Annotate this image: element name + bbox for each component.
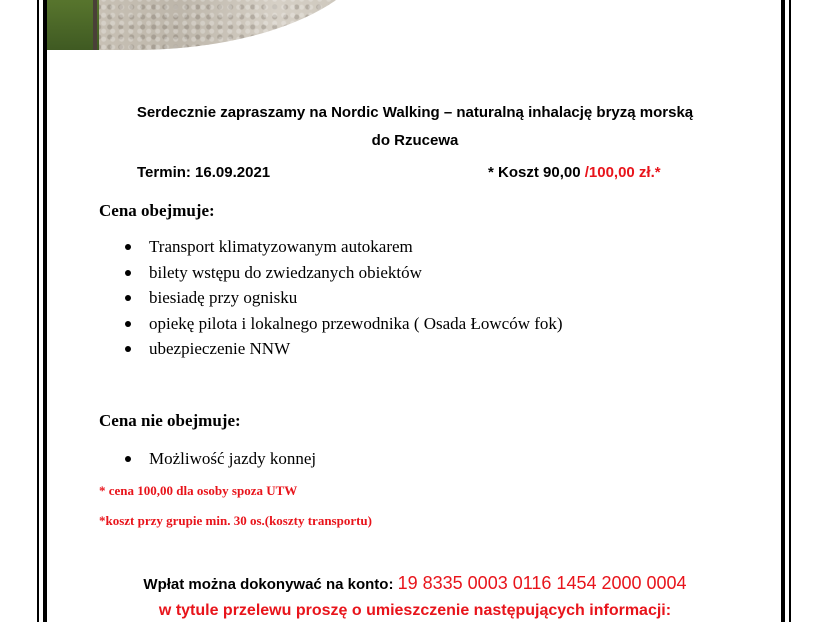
event-date: Termin: 16.09.2021: [137, 164, 271, 181]
list-item: bilety wstępu do zwiedzanych obiektów: [99, 260, 563, 286]
bullet-icon: [125, 321, 131, 327]
event-cost: [488, 164, 661, 181]
grass-strip: [47, 0, 99, 50]
excludes-heading: Cena nie obejmuje:: [99, 411, 241, 430]
header-photo: [47, 0, 375, 50]
bank-account-number: 19 8335 0003 0116 1454 2000 0004: [397, 573, 687, 593]
title-line-1: Serdecznie zapraszamy na Nordic Walking – naturalną inhalację bryzą morską: [136, 104, 694, 121]
bullet-icon: [125, 270, 131, 276]
includes-heading: Cena obejmuje:: [99, 201, 215, 220]
bullet-icon: [125, 244, 131, 250]
payment-label: Wpłat można dokonywać na konto:: [143, 576, 398, 593]
bullet-icon: [125, 346, 131, 352]
list-item: Transport klimatyzowanym autokarem: [99, 234, 563, 260]
note-group-minimum: *koszt przy grupie min. 30 os.(koszty transportu): [99, 513, 372, 528]
cost-nonmember: /100,00 zł.*: [584, 164, 661, 181]
transfer-instructions: w tytule przelewu proszę o umieszczenie następujących informacji:: [158, 602, 672, 619]
includes-list: [99, 234, 563, 362]
cost-member: * Koszt 90,00: [488, 164, 585, 181]
page-title: [60, 99, 770, 155]
excludes-list: [99, 446, 316, 472]
list-item: opiekę pilota i lokalnego przewodnika ( Osada Łowców fok): [99, 311, 563, 337]
bullet-icon: [125, 456, 131, 462]
list-item: biesiadę przy ognisku: [99, 285, 563, 311]
payment-line: [60, 573, 770, 594]
list-item: Możliwość jazdy konnej: [99, 446, 316, 472]
bullet-icon: [125, 295, 131, 301]
title-line-2: do Rzucewa: [371, 132, 459, 149]
railing: [93, 0, 97, 50]
note-price-outsiders: * cena 100,00 dla osoby spoza UTW: [99, 483, 298, 498]
list-item: ubezpieczenie NNW: [99, 336, 563, 362]
